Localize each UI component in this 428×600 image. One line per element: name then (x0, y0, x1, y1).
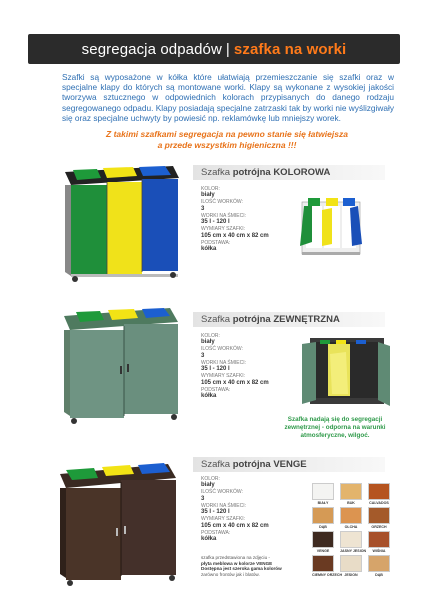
swatch-name: WIŚNIA (372, 549, 386, 553)
intro-paragraph: Szafki są wyposażone w kółka które ułatwiają przemieszczanie się szafki oraz w specjalne klapy do których są montowane worki. Klapy są wykonane z wysokiej jakości tworzywa sztucznego w odpowiednich kolorach przypisanych do danego rodzaju segregowanego odpadu. Klapy posiadają specjalne zatrzaski tak by worki nie wyślizgiwały się oraz specjalne uchwyty by powiesić np. reklamówkę lub mniejszy worek. (62, 72, 394, 123)
specs-kolorowa: KOLOR: biały ILOŚĆ WORKÓW: 3 WORKI NA ŚMIECI: 35 l - 120 l WYMIARY SZAFKI: 105 cm x 40 cm x 82 cm PODSTAWA: kółka (201, 186, 269, 253)
swatch-chip (340, 555, 362, 572)
swatch (312, 531, 334, 553)
swatch (312, 555, 343, 577)
specs-venge: KOLOR: biały ILOŚĆ WORKÓW: 3 WORKI NA ŚMIECI: 35 l - 120 l WYMIARY SZAFKI: 105 cm x 40 cm x 82 cm PODSTAWA: kółka (201, 476, 269, 543)
swatch-name: CALVADOS (369, 501, 389, 505)
outdoor-note: Szafka nadają się do segregacji zewnętrznej - odporna na warunki atmosferyczne, wilgoć. (284, 416, 386, 439)
cabinet-zewnetrzna-image (58, 298, 183, 426)
swatch (340, 555, 362, 577)
swatch-name: OLCHA (344, 525, 358, 529)
swatch-chip (368, 483, 390, 500)
header-title-main: segregacja odpadów (81, 40, 222, 58)
swatch-name: BUK (347, 501, 355, 505)
swatch-chip (368, 555, 390, 572)
swatch-chip (340, 531, 362, 548)
swatch-name: VENGE (316, 549, 330, 553)
swatch-chip (368, 531, 390, 548)
swatch-name: JESION (344, 573, 358, 577)
cabinet-kolorowa-image (55, 158, 183, 283)
swatch-chip (312, 555, 334, 572)
cabinet-venge-image (52, 452, 182, 588)
swatch-chip (312, 483, 334, 500)
swatch (368, 531, 390, 553)
header-separator: | (225, 40, 230, 58)
cabinet-zewnetrzna-open-image (300, 334, 392, 410)
venge-note: szafka przedstawiona na zdjęciu - płyta meblowa w kolorze VENGE Dostępna jest szeroka gama kolorów zarówno frontów jak i blatów. (201, 555, 282, 577)
swatch (340, 483, 362, 505)
swatch (312, 507, 334, 529)
swatch-chip (340, 507, 362, 524)
swatch-chip (312, 531, 334, 548)
slogan-line-2: a przede wszystkim higieniczna !!! (157, 139, 297, 150)
product-title-venge: Szafka potrójna VENGE (193, 457, 385, 472)
product-title-zewnetrzna: Szafka potrójna ZEWNĘTRZNA (193, 312, 385, 327)
swatch-chip (340, 483, 362, 500)
header-title-accent: szafka na worki (233, 40, 347, 58)
swatch-name: CIEMNY ORZECH (312, 573, 343, 577)
swatch (368, 483, 390, 505)
swatch (368, 555, 390, 577)
slogan (62, 129, 392, 150)
swatch (340, 531, 367, 553)
swatch-chip (312, 507, 334, 524)
specs-zewnetrzna: KOLOR: biały ILOŚĆ WORKÓW: 3 WORKI NA ŚMIECI: 35 l - 120 l WYMIARY SZAFKI: 105 cm x 40 cm x 82 cm PODSTAWA: kółka (201, 333, 269, 400)
swatch-chip (368, 507, 390, 524)
swatch-name: DĄB (375, 573, 383, 577)
swatch (340, 507, 362, 529)
page-header (28, 34, 400, 64)
swatch-name: JASNY JESION (340, 549, 367, 553)
cabinet-kolorowa-open-image (298, 192, 366, 260)
swatch (368, 507, 390, 529)
slogan-line-1: Z takimi szafkami segregacja na pewno stanie się łatwiejsza (106, 129, 348, 139)
swatch-name: BIAŁY (317, 501, 329, 505)
swatch (312, 483, 334, 505)
product-title-kolorowa: Szafka potrójna KOLOROWA (193, 165, 385, 180)
swatch-name: DĄB (319, 525, 327, 529)
swatch-name: ORZECH (371, 525, 387, 529)
